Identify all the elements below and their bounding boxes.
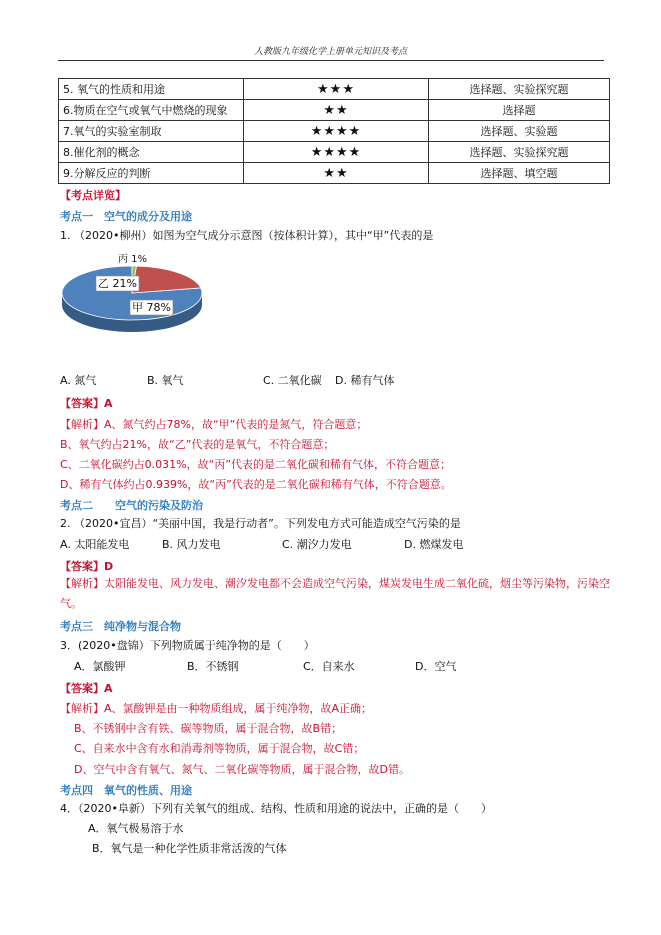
star-rating: ★★★★ <box>244 142 429 163</box>
pie-label-yi: 乙 21% <box>98 277 137 290</box>
option-d: D. 稀有气体 <box>335 374 395 387</box>
table-row <box>59 100 610 121</box>
option-b: B．不锈钢 <box>187 660 239 673</box>
option-a: A. 太阳能发电 <box>60 538 130 551</box>
pie-slice-1 <box>132 266 201 293</box>
table-cell: 选择题、实验探究题 <box>429 79 610 100</box>
detail-title: 【考点详览】 <box>60 189 126 202</box>
topic-table <box>58 78 610 184</box>
table-cell: 8.催化剂的概念 <box>59 142 244 163</box>
section-title: 考点三 纯净物与混合物 <box>60 620 181 633</box>
table-cell: 选择题、实验探究题 <box>429 142 610 163</box>
table-cell: 选择题 <box>429 100 610 121</box>
table-row <box>59 142 610 163</box>
section-title: 考点四 氧气的性质、用途 <box>60 784 192 797</box>
answer: 【答案】A <box>60 682 113 695</box>
question-text: 4．（2020•阜新）下列有关氧气的组成、结构、性质和用途的说法中，正确的是（ ） <box>60 802 492 815</box>
table-cell: 选择题、实验题 <box>429 121 610 142</box>
option-c: C．自来水 <box>303 660 355 673</box>
table-cell: 选择题、填空题 <box>429 163 610 184</box>
star-rating: ★★★★ <box>244 121 429 142</box>
option-a: A．氯酸钾 <box>74 660 126 673</box>
section-title: 考点二 空气的污染及防治 <box>60 499 203 512</box>
analysis-line: 【解析】A、氮气约占78%，故“甲”代表的是氮气，符合题意； <box>60 418 368 431</box>
section-title: 考点一 空气的成分及用途 <box>60 210 192 223</box>
option-d: D. 燃煤发电 <box>404 538 464 551</box>
star-rating: ★★★ <box>244 79 429 100</box>
table-cell: 9.分解反应的判断 <box>59 163 244 184</box>
option-d: D．空气 <box>415 660 457 673</box>
question-text: 2. （2020•宜昌）“美丽中国，我是行动者”。下列发电方式可能造成空气污染的是 <box>60 517 461 530</box>
pie-label-bing: 丙 1% <box>118 254 148 265</box>
table-row <box>59 163 610 184</box>
table-cell: 5. 氧气的性质和用途 <box>59 79 244 100</box>
option-b: B. 风力发电 <box>162 538 221 551</box>
analysis-line: D、空气中含有氧气、氮气、二氧化碳等物质，属于混合物，故D错。 <box>74 763 410 776</box>
analysis-line: D、稀有气体约占0.939%，故“丙”代表的是二氧化碳和稀有气体，不符合题意。 <box>60 478 452 491</box>
pie-chart <box>60 245 220 345</box>
option-a: A．氧气极易溶于水 <box>88 822 184 835</box>
analysis-paragraph: 【解析】太阳能发电、风力发电、潮汐发电都不会造成空气污染，煤炭发电生成二氧化硫，烟尘等污染物，污染空气。 <box>60 577 610 610</box>
pie-label-jia: 甲 78% <box>132 301 171 314</box>
option-a: A. 氮气 <box>60 374 97 387</box>
analysis-line: B、氧气约占21%，故“乙”代表的是氧气，不符合题意； <box>60 438 335 451</box>
option-c: C. 潮汐力发电 <box>282 538 352 551</box>
table-row <box>59 79 610 100</box>
table-cell: 6.物质在空气或氧气中燃烧的现象 <box>59 100 244 121</box>
analysis-line: C、自来水中含有水和消毒剂等物质，属于混合物，故C错； <box>74 742 365 755</box>
question-text: 3．(2020•盘锦）下列物质属于纯净物的是（ ） <box>60 639 315 652</box>
analysis-line: C、二氧化碳约占0.031%，故“丙”代表的是二氧化碳和稀有气体，不符合题意； <box>60 458 452 471</box>
header-rule <box>58 60 604 61</box>
option-b: B．氧气是一种化学性质非常活泼的气体 <box>92 842 287 855</box>
option-c: C. 二氧化碳 <box>263 374 322 387</box>
answer: 【答案】D <box>60 560 114 573</box>
option-b: B. 氧气 <box>147 374 184 387</box>
star-rating: ★★ <box>244 163 429 184</box>
table-row <box>59 121 610 142</box>
star-rating: ★★ <box>244 100 429 121</box>
analysis-line: B、不锈钢中含有铁、碳等物质，属于混合物，故B错； <box>74 722 343 735</box>
analysis-line: 【解析】A、氯酸钾是由一种物质组成，属于纯净物，故A正确； <box>60 702 373 715</box>
answer: 【答案】A <box>60 397 113 410</box>
question-text: 1. （2020•柳州）如图为空气成分示意图（按体积计算），其中“甲”代表的是 <box>60 229 434 242</box>
table-cell: 7.氧气的实验室制取 <box>59 121 244 142</box>
page-header: 人教版九年级化学上册单元知识及考点 <box>253 47 407 57</box>
